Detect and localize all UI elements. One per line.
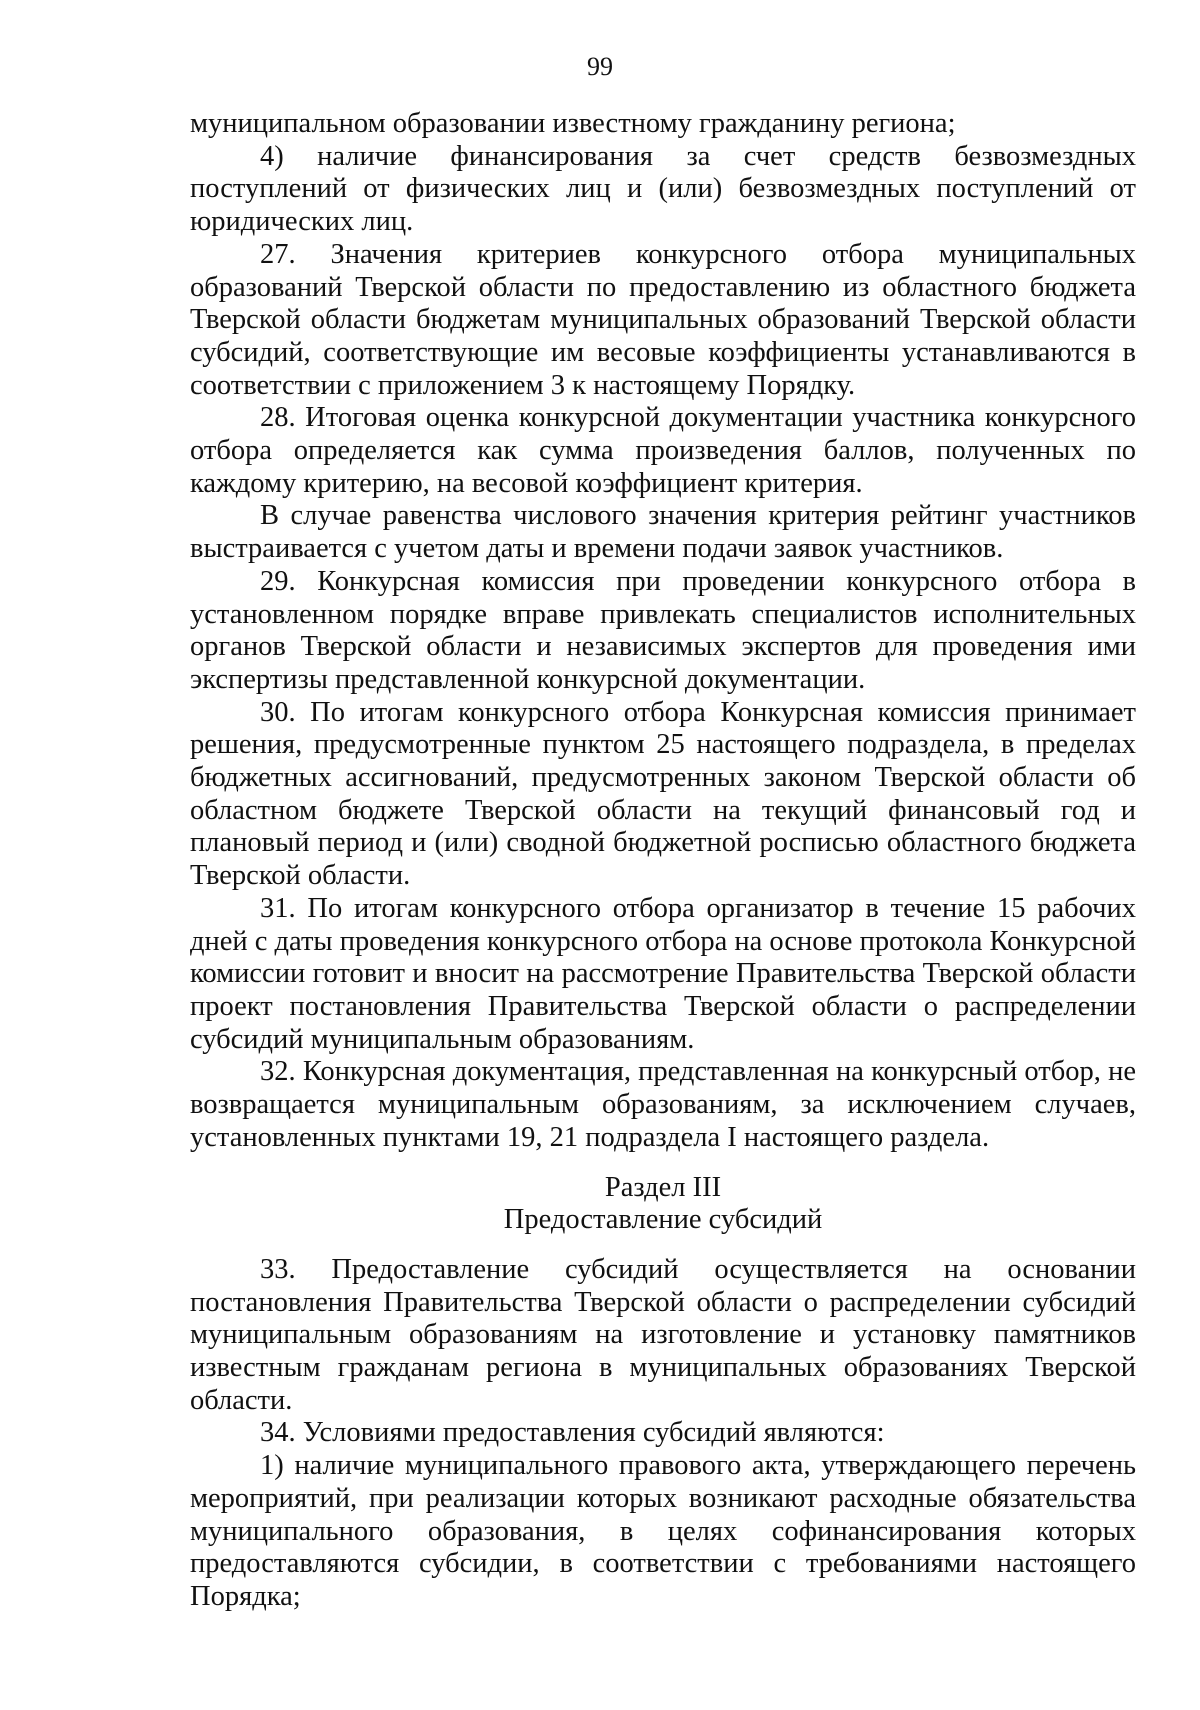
document-body	[190, 108, 1136, 1614]
paragraph: 31. По итогам конкурсного отбора организатор в течение 15 рабочих дней с даты проведения конкурсного отбора на основе протокола Конкурсной комиссии готовит и вносит на рассмотрение Правительства Тверской области проект постановления Правительства Тверской области о распределении субсидий муниципальным образованиям.	[190, 892, 1136, 1055]
paragraph: 27. Значения критериев конкурсного отбора муниципальных образований Тверской области по предоставлению из областного бюджета Тверской области бюджетам муниципальных образований Тверской области субсидий, соответствующие им весовые коэффициенты устанавливаются в соответствии с приложением 3 к настоящему Порядку.	[190, 238, 1136, 401]
paragraph: 4) наличие финансирования за счет средств безвозмездных поступлений от физических лиц и (или) безвозмездных поступлений от юридических лиц.	[190, 140, 1136, 238]
section-number: Раздел III	[604, 1171, 722, 1203]
paragraph: 33. Предоставление субсидий осуществляется на основании постановления Правительства Тверской области о распределении субсидий муниципальным образованиям на изготовление и установку памятников известным гражданам региона в муниципальных образованиях Тверской области.	[190, 1253, 1136, 1416]
paragraph: 32. Конкурсная документация, представленная на конкурсный отбор, не возвращается муниципальным образованиям, за исключением случаев, установленных пунктами 19, 21 подраздела I настоящего раздела.	[190, 1056, 1136, 1153]
page-number: 99	[587, 52, 613, 81]
paragraph: 28. Итоговая оценка конкурсной документации участника конкурсного отбора определяется как сумма произведения баллов, полученных по каждому критерию, на весовой коэффициент критерия.	[190, 402, 1136, 499]
paragraph: 1) наличие муниципального правового акта, утверждающего перечень мероприятий, при реализации которых возникают расходные обязательства муниципального образования, в целях софинансирования которых предоставляются субсидии, в соответствии с требованиями настоящего Порядка;	[190, 1450, 1136, 1612]
paragraph: муниципальном образовании известному гражданину региона;	[190, 108, 956, 139]
section-title: Предоставление субсидий	[503, 1204, 823, 1236]
paragraph: 30. По итогам конкурсного отбора Конкурсная комиссия принимает решения, предусмотренные пунктом 25 настоящего подраздела, в пределах бюджетных ассигнований, предусмотренных законом Тверской области об областном бюджете Тверской области на текущий финансовый год и плановый период и (или) сводной бюджетной росписью областного бюджета Тверской области.	[190, 696, 1136, 892]
paragraph: 29. Конкурсная комиссия при проведении конкурсного отбора в установленном порядке вправе привлекать специалистов исполнительных органов Тверской области и независимых экспертов для проведения ими экспертизы представленной конкурсной документации.	[190, 565, 1136, 695]
paragraph: 34. Условиями предоставления субсидий являются:	[260, 1417, 885, 1449]
paragraph: В случае равенства числового значения критерия рейтинг участников выстраивается с учетом даты и времени подачи заявок участников.	[190, 500, 1136, 565]
